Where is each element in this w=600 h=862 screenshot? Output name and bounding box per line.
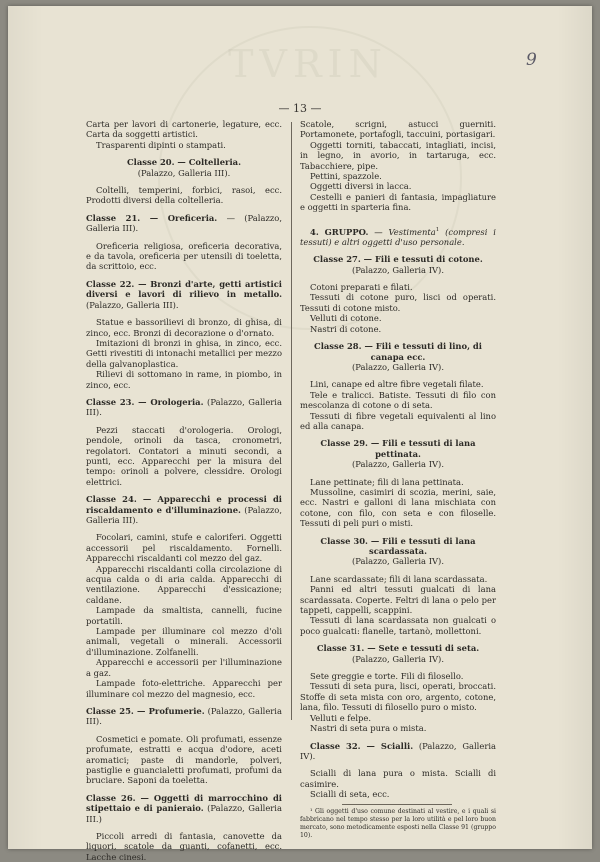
class-heading: Classe 30. — Fili e tessuti di lana scardassata. [320,535,476,557]
class-heading: Classe 32. — Scialli. [310,740,414,751]
class-location: — (Palazzo, Galleria III). [86,212,283,234]
paragraph: Focolari, camini, stufe e caloriferi. Oggetti accessorii pel riscaldamento. Fornelli. Apparecchi riscaldanti col mezzo del gaz. [86,532,282,564]
paragraph: Lane pettinate; fili di lana pettinata. [310,476,464,487]
paragraph: Apparecchi e accessorii per l'illuminazione a gaz. [86,657,282,678]
paragraph: Pezzi staccati d'orologeria. Orologi, pendole, orinoli da tasca, cronometri, regolatori. Contatori a minuti secondi, a punti, ecc. Apparecchi per la misura del tempo: orinoli a polvere, clessidre. Orologi elettrici. [86,424,282,487]
paragraph: Lampade foto-elettriche. Apparecchi per illuminare col mezzo del magnesio, ecc. [86,678,282,699]
class-heading: Classe 31. — Sete e tessuti di seta. [316,643,480,654]
footnote-rule [342,804,452,805]
group-heading [300,225,496,248]
paragraph: Cotoni preparati e filati. [310,282,413,293]
class-heading: Classe 22. — Bronzi d'arte, getti artistici diversi e lavori di rilievo in metallo. [86,278,282,300]
right-column [300,119,496,840]
paragraph: Lampade per illuminare col mezzo d'oli animali, vegetali o minerali. Accessorii d'illuminazione. Zolfanelli. [86,626,282,657]
class-heading: Classe 29. — Fili e tessuti di lana pettinata. [320,438,476,459]
paragraph: Lane scardassate; fili di lana scardassata. [310,573,488,584]
paragraph: Pettini, spazzole. [310,171,382,182]
watermark-text: TVRIN [228,42,388,86]
paragraph: Tele e tralicci. Batiste. Tessuti di filo con mescolanza di cotone o di seta. [300,389,496,411]
footnote-marker: 1 [435,226,440,233]
column-divider [291,122,292,720]
paragraph: Scatole, scrigni, astucci guerniti. Portamonete, portafogli, taccuini, portasigari. [300,119,496,140]
paragraph: Scialli di lana pura o mista. Scialli di casimire. [300,768,496,789]
paragraph: Piccoli arredi di fantasia, canovette da liquori, scatole da guanti, cofanetti, ecc. Lacche cinesi. [86,830,282,862]
class-location: (Palazzo, Galleria III). [137,167,231,178]
class-location: (Palazzo, Galleria IV). [351,653,444,664]
class-location: (Palazzo, Galleria IV). [351,459,444,470]
paragraph: Cestelli e panieri di fantasia, impagliature e oggetti in sparteria fina. [300,191,496,213]
document-page [8,6,592,862]
paragraph: Nastri di seta pura o mista. [310,723,427,734]
class-heading: Classe 24. — Apparecchi e processi di riscaldamento e d'illuminazione. [86,494,282,515]
paragraph: Trasparenti dipinti o stampati. [96,139,226,150]
paragraph: Lampade da smaltista, cannelli, fucine portatili. [86,605,282,626]
paragraph: Panni ed altri tessuti gualcati di lana scardassata. Coperte. Feltri di lana o pelo per tappeti, cappelli, scappini. [300,584,496,616]
class-location: (Palazzo, Galleria III). [86,299,179,310]
paragraph: Apparecchi riscaldanti colla circolazione di acqua calda o di aria calda. Apparecchi di ventilazione. Apparecchi d'essicazione; caldane. [86,563,282,605]
class-heading: Classe 26. — Oggetti di marrocchino di stipettaio e di panieraio. [86,792,282,814]
class-heading: Classe 21. — Oreficeria. [86,212,218,223]
paragraph: Imitazioni di bronzi in ghisa, in zinco, ecc. Getti rivestiti di intonachi metallici per mezzo della galvanoplastica. [86,337,282,369]
paragraph: Statue e bassorilievi di bronzo, di ghisa, di zinco, ecc. Bronzi di decorazione o d'ornato. [86,317,282,338]
handwritten-page-mark: 9 [526,50,537,70]
paragraph: Mussoline, casimiri di scozia, merini, saie, ecc. Nastri e galloni di lana mischiata con cotone, con filo, con seta e con filoselle. Tessuti di peli puri o misti. [300,486,496,529]
paragraph: Oggetti diversi in lacca. [310,181,412,192]
paragraph: Oreficeria religiosa, oreficeria decorativa, e da tavola, oreficeria per utensili di toeletta, da scrittoio, ecc. [86,240,282,272]
paragraph: Carta per lavori di cartonerie, legature, ecc. Carta da soggetti artistici. [86,119,282,140]
class-location: (Palazzo, Galleria III). [86,504,282,525]
class-location: (Palazzo, Galleria IV). [351,264,444,275]
paragraph: Scialli di seta, ecc. [310,789,390,800]
paragraph: Sete greggie e torte. Fili di filosello. [310,671,464,682]
group-subtitle: (compresi i tessuti) e altri oggetti d'uso personale. [300,226,496,247]
paragraph: Cosmetici e pomate. Oli profumati, essenze profumate, estratti e acqua d'odore, aceti aromatici; paste di mandorle, polveri, pastiglie e guancialetti profumati, profumi da bruciare. Saponi da toeletta. [86,733,282,786]
class-location: (Palazzo, Galleria III). [86,396,282,418]
class-heading: Classe 20. — Coltelleria. [127,157,241,168]
group-number: 4. [310,226,319,237]
paragraph: Nastri di cotone. [310,323,382,334]
class-location: (Palazzo, Galleria IV). [351,361,444,372]
paragraph: Lini, canape ed altre fibre vegetali filate. [310,379,484,390]
class-location: (Palazzo, Galleria IV). [300,740,496,761]
class-heading: Classe 23. — Orologeria. [86,396,204,407]
left-column [86,119,282,862]
group-label: GRUPPO. [324,226,369,237]
class-location: (Palazzo, Galleria III.) [86,803,282,824]
paragraph: Tessuti di seta pura, lisci, operati, broccati. Stoffe di seta mista con oro, argento, cotone, lana, filo. Tessuti di filosello puro o misto. [300,681,496,713]
class-heading: Classe 28. — Fili e tessuti di lino, di canapa ecc. [314,341,482,362]
page-number: — 13 — [278,102,322,115]
paragraph: Velluti di cotone. [310,313,382,324]
paragraph: Tessuti di cotone puro, lisci od operati. Tessuti di cotone misto. [300,292,496,313]
group-title: — Vestimenta [374,226,436,237]
paragraph: Tessuti di fibre vegetali equivalenti al lino ed alla canapa. [300,410,496,431]
paragraph: Oggetti torniti, tabaccati, intagliati, incisi, in legno, in avorio, in tartaruga, ecc. Tabacchiere, pipe. [300,139,496,171]
class-heading: Classe 25. — Profumerie. [86,705,205,716]
class-location: (Palazzo, Galleria III). [86,705,282,727]
footnote: ¹ Gli oggetti d'uso comune destinati al vestire, e i quali si fabbricano nel tempo stesso per la loro utilità e pel loro buon mercato, sono metodicamente esposti nella Classe 91 (gruppo 10). [300,807,496,839]
class-heading: Classe 27. — Fili e tessuti di cotone. [313,254,483,265]
paragraph: Velluti e felpe. [310,712,372,723]
class-location: (Palazzo, Galleria IV). [351,556,444,567]
paragraph: Tessuti di lana scardassata non gualcati o poco gualcati: flanelle, tartanò, mollettoni. [300,615,496,636]
paragraph: Coltelli, temperini, forbici, rasoi, ecc. Prodotti diversi della coltelleria. [86,185,282,206]
paragraph: Rilievi di sottomano in rame, in piombo, in zinco, ecc. [86,369,282,390]
